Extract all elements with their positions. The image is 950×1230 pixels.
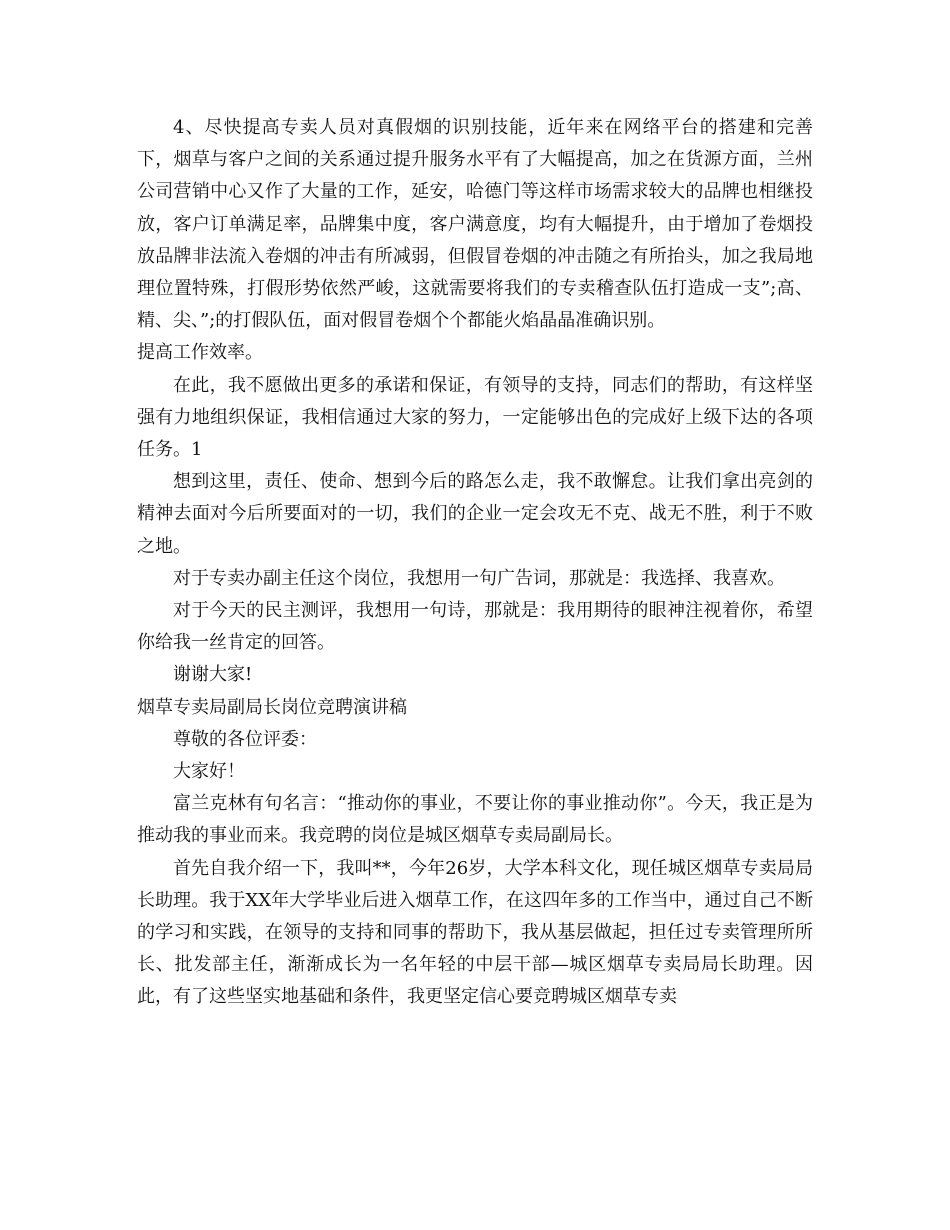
paragraph-4: 想到这里，责任、使命、想到今后的路怎么走，我不敢懈怠。让我们拿出亮剑的精神去面对今后所要面对的一切，我们的企业一定会攻无不克、战无不胜，利于不败之地。 — [137, 471, 813, 557]
paragraph-salutation: 尊敬的各位评委： — [173, 728, 317, 750]
paragraph-quote: 富兰克林有句名言：“推动你的事业，不要让你的事业推动你”。今天，我正是为推动我的事业而来。我竞聘的岗位是城区烟草专卖局副局长。 — [137, 793, 813, 847]
paragraph-2: 提高工作效率。 — [137, 342, 263, 364]
section-title: 烟草专卖局副局长岗位竞聘演讲稿 — [137, 696, 407, 718]
paragraph-3: 在此，我不愿做出更多的承诺和保证，有领导的支持，同志们的帮助，有这样坚强有力地组织保证，我相信通过大家的努力，一定能够出色的完成好上级下达的各项任务。1 — [137, 374, 813, 461]
paragraph-intro: 首先自我介绍一下，我叫**，今年26岁，大学本科文化，现任城区烟草专卖局局长助理。我于XX年大学毕业后进入烟草工作，在这四年多的工作当中，通过自己不断的学习和实践，在领导的支持和同事的帮助下，我从基层做起，担任过专卖管理所所长、批发部主任，渐渐成长为一名年轻的中层干部—城区烟草专卖局局长助理。因此，有了这些坚实地基础和条件，我更坚定信心要竞聘城区烟草专卖 — [137, 857, 813, 1008]
paragraph-1: 4、尽快提高专卖人员对真假烟的识别技能，近年来在网络平台的搭建和完善下，烟草与客户之间的关系通过提升服务水平有了大幅提高，加之在货源方面，兰州公司营销中心又作了大量的工作，延安，哈德门等这样市场需求较大的品牌也相继投放，客户订单满足率，品牌集中度，客户满意度，均有大幅提升，由于增加了卷烟投放品牌非法流入卷烟的冲击有所减弱，但假冒卷烟的冲击随之有所抬头，加之我局地理位置特殊，打假形势依然严峻，这就需要将我们的专卖稽查队伍打造成一支”;高、精、尖、”;的打假队伍，面对假冒卷烟个个都能火焰晶晶准确识别。 — [137, 117, 813, 332]
paragraph-6: 对于今天的民主测评，我想用一句诗，那就是：我用期待的眼神注视着你，希望你给我一丝肯定的回答。 — [137, 600, 813, 654]
paragraph-greeting: 大家好！ — [173, 761, 245, 783]
paragraph-5: 对于专卖办副主任这个岗位，我想用一句广告词，那就是：我选择、我喜欢。 — [173, 567, 785, 589]
paragraph-7: 谢谢大家! — [173, 664, 253, 686]
